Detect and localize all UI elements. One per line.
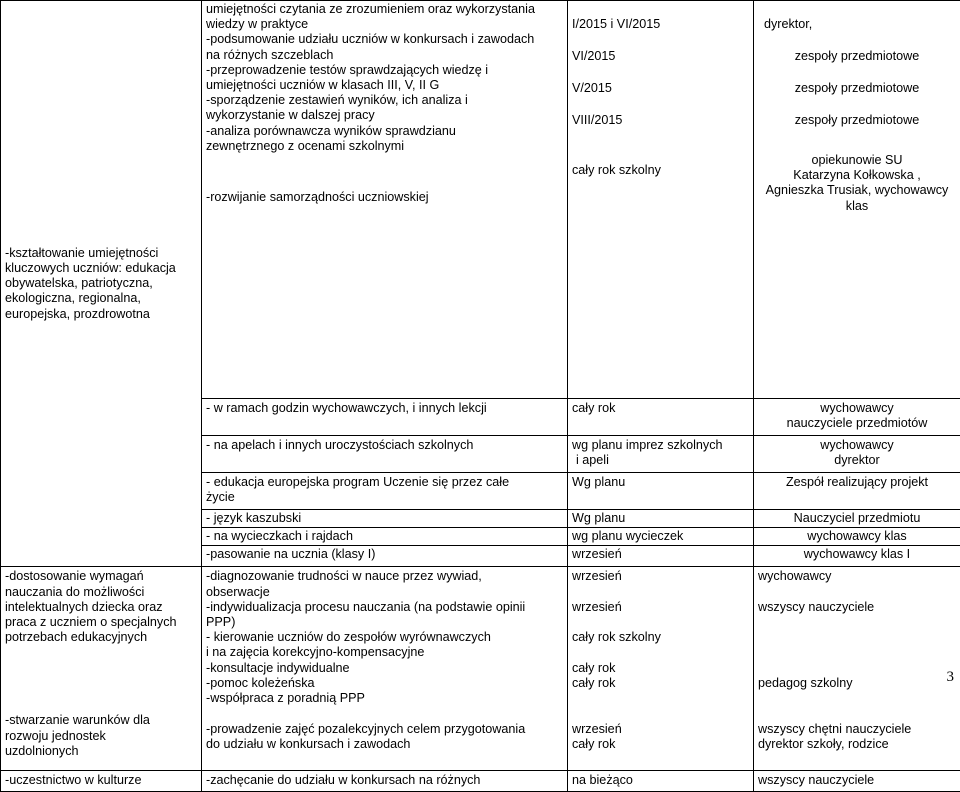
cell-dates xyxy=(568,1,754,399)
cell-tasks xyxy=(202,546,568,567)
responsible-line: pedagog szkolny xyxy=(758,676,956,691)
date-line: cały rok szkolny xyxy=(572,163,749,178)
cell-responsible xyxy=(754,436,960,473)
cell-dates xyxy=(568,436,754,473)
task-line: -przeprowadzenie testów sprawdzających wiedzę i xyxy=(206,63,563,78)
responsible-line xyxy=(758,645,956,660)
date-line: Wg planu xyxy=(572,475,749,490)
task-line: -analiza porównawcza wyników sprawdzianu xyxy=(206,124,563,139)
date-line: wg planu imprez szkolnych xyxy=(572,438,749,453)
responsible-line: wszyscy nauczyciele xyxy=(758,600,956,615)
dates-list xyxy=(572,722,749,752)
task-line: obserwacje xyxy=(206,585,563,600)
task-line: - język kaszubski xyxy=(206,511,563,526)
responsible-line xyxy=(758,585,956,600)
cell-responsible xyxy=(754,473,960,510)
task-self-government xyxy=(206,190,563,205)
responsible-line: wychowawcy xyxy=(758,438,956,453)
responsible-line: wychowawcy klas xyxy=(758,529,956,544)
responsible-line: Nauczyciel przedmiotu xyxy=(758,511,956,526)
task-line: - edukacja europejska program Uczenie się przez całe xyxy=(206,475,563,490)
responsible-line: wychowawcy klas I xyxy=(758,547,956,562)
cell-tasks xyxy=(202,399,568,436)
responsible-line: zespoły przedmiotowe xyxy=(758,113,956,145)
responsible-line xyxy=(758,661,956,676)
cell-tasks xyxy=(202,510,568,528)
objective-text: -dostosowanie wymagań nauczania do możliwości intelektualnych dziecka oraz praca z uczniem o specjalnych potrzebach edukacyjnych xyxy=(5,569,187,645)
responsible-line: Agnieszka Trusiak, wychowawcy xyxy=(758,183,956,198)
task-line: - na apelach i innych uroczystościach szkolnych xyxy=(206,438,563,453)
task-line: wiedzy w praktyce xyxy=(206,17,563,32)
cell-tasks xyxy=(202,1,568,399)
dates-list xyxy=(572,17,749,145)
task-line: -podsumowanie udziału uczniów w konkursach i zawodach xyxy=(206,32,563,47)
task-line: do udziału w konkursach i zawodach xyxy=(206,737,563,752)
task-line: -rozwijanie samorządności uczniowskiej xyxy=(206,190,563,205)
task-line: umiejętności uczniów w klasach III, V, II G xyxy=(206,78,563,93)
task-line: na różnych szczeblach xyxy=(206,48,563,63)
task-line: wykorzystanie w dalszej pracy xyxy=(206,108,563,123)
responsible-line: klas xyxy=(758,199,956,214)
task-line: - w ramach godzin wychowawczych, i innych lekcji xyxy=(206,401,563,416)
cell-responsible xyxy=(754,528,960,546)
responsible-line: opiekunowie SU xyxy=(758,153,956,168)
cell-dates xyxy=(568,399,754,436)
task-line: - na wycieczkach i rajdach xyxy=(206,529,563,544)
responsible-line: dyrektor xyxy=(758,453,956,468)
responsible-list xyxy=(758,722,956,752)
date-line: cały rok xyxy=(572,661,749,676)
date-line: Wg planu xyxy=(572,511,749,526)
table-row xyxy=(1,1,960,399)
responsible-su xyxy=(758,153,956,214)
cell-dates xyxy=(568,473,754,510)
task-line: -pomoc koleżeńska xyxy=(206,676,563,691)
date-line: cały rok xyxy=(572,676,749,691)
table-row xyxy=(1,771,960,792)
responsible-line: wszyscy chętni nauczyciele xyxy=(758,722,956,737)
responsible-line: zespoły przedmiotowe xyxy=(758,81,956,113)
cell-objective xyxy=(1,567,202,771)
responsible-line: wychowawcy xyxy=(758,401,956,416)
date-line: wrzesień xyxy=(572,547,749,562)
task-line: -sporządzenie zestawień wyników, ich analiza i xyxy=(206,93,563,108)
task-line: życie xyxy=(206,490,563,505)
responsible-list xyxy=(758,569,956,691)
table-row xyxy=(1,567,960,771)
cell-responsible xyxy=(754,1,960,399)
date-line: wg planu wycieczek xyxy=(572,529,749,544)
cell-objective xyxy=(1,771,202,792)
responsible-line: Zespół realizujący projekt xyxy=(758,475,956,490)
date-line: cały rok szkolny xyxy=(572,630,749,645)
responsible-line: nauczyciele przedmiotów xyxy=(758,416,956,431)
cell-responsible xyxy=(754,771,960,792)
tasks-list xyxy=(206,722,563,752)
date-line: I/2015 i VI/2015 xyxy=(572,17,749,49)
tasks-list xyxy=(206,2,563,154)
responsible-line: Katarzyna Kołkowska , xyxy=(758,168,956,183)
cell-tasks xyxy=(202,771,568,792)
cell-dates xyxy=(568,510,754,528)
date-line: wrzesień xyxy=(572,600,749,615)
objective-text: -kształtowanie umiejętności kluczowych uczniów: edukacja obywatelska, patriotyczna, ekologiczna, regionalna, europejska, prozdrowotna xyxy=(5,246,177,322)
cell-tasks xyxy=(202,567,568,771)
date-line xyxy=(572,645,749,660)
task-line: zewnętrznego z ocenami szkolnymi xyxy=(206,139,563,154)
responsible-line: dyrektor szkoły, rodzice xyxy=(758,737,956,752)
cell-dates xyxy=(568,771,754,792)
date-line: wrzesień xyxy=(572,569,749,584)
cell-tasks xyxy=(202,528,568,546)
cell-tasks xyxy=(202,436,568,473)
responsible-line: zespoły przedmiotowe xyxy=(758,49,956,81)
task-line: -zachęcanie do udziału w konkursach na różnych xyxy=(206,773,563,788)
responsible-list xyxy=(758,17,956,145)
responsible-line xyxy=(758,630,956,645)
responsible-line: wszyscy nauczyciele xyxy=(758,773,956,788)
date-line xyxy=(572,615,749,630)
date-line: na bieżąco xyxy=(572,773,749,788)
cell-dates xyxy=(568,546,754,567)
cell-responsible xyxy=(754,567,960,771)
objective-text: -stwarzanie warunków dla rozwoju jednostek uzdolnionych xyxy=(5,713,165,759)
task-line: -współpraca z poradnią PPP xyxy=(206,691,563,706)
task-line: - kierowanie uczniów do zespołów wyrównawczych xyxy=(206,630,563,645)
objective-text: -uczestnictwo w kulturze xyxy=(5,773,197,788)
cell-tasks xyxy=(202,473,568,510)
date-line: V/2015 xyxy=(572,81,749,113)
task-line: -konsultacje indywidualne xyxy=(206,661,563,676)
cell-responsible xyxy=(754,546,960,567)
task-line: -indywidualizacja procesu nauczania (na podstawie opinii xyxy=(206,600,563,615)
responsible-line: dyrektor, xyxy=(758,17,956,49)
responsible-line: wychowawcy xyxy=(758,569,956,584)
task-line: -prowadzenie zajęć pozalekcyjnych celem przygotowania xyxy=(206,722,563,737)
cell-responsible xyxy=(754,399,960,436)
cell-objective xyxy=(1,1,202,567)
responsible-line xyxy=(758,615,956,630)
cell-dates xyxy=(568,567,754,771)
task-line: umiejętności czytania ze zrozumieniem oraz wykorzystania xyxy=(206,2,563,17)
task-line: -pasowanie na ucznia (klasy I) xyxy=(206,547,563,562)
task-line: PPP) xyxy=(206,615,563,630)
date-line: cały rok xyxy=(572,737,749,752)
task-line: i na zajęcia korekcyjno-kompensacyjne xyxy=(206,645,563,660)
dates-list xyxy=(572,569,749,691)
date-line: VI/2015 xyxy=(572,49,749,81)
cell-responsible xyxy=(754,510,960,528)
date-line: i apeli xyxy=(572,453,749,468)
date-line: VIII/2015 xyxy=(572,113,749,145)
task-line: -diagnozowanie trudności w nauce przez wywiad, xyxy=(206,569,563,584)
cell-dates xyxy=(568,528,754,546)
date-line: wrzesień xyxy=(572,722,749,737)
date-line: cały rok xyxy=(572,401,749,416)
page-number: 3 xyxy=(947,669,955,686)
date-line xyxy=(572,585,749,600)
